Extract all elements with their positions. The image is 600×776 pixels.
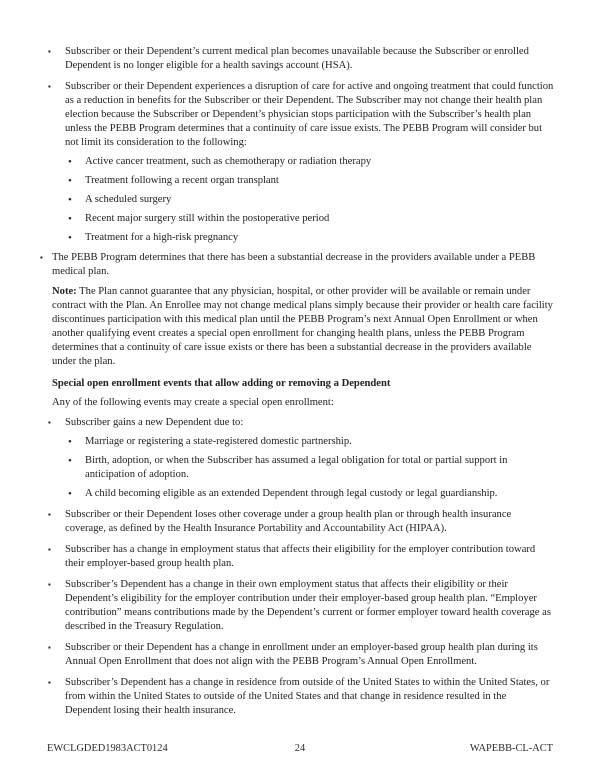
list-item-text: Active cancer treatment, such as chemotherapy or radiation therapy: [85, 156, 372, 167]
list-item-text: Marriage or registering a state-registered domestic partnership.: [85, 436, 352, 447]
bullet-dot-icon: •: [68, 175, 72, 187]
bullet-dot-icon: •: [68, 488, 72, 500]
list-item-provider-decrease: [40, 251, 554, 279]
bullet-square-icon: ▪: [48, 47, 51, 56]
list-item-text: Treatment for a high-risk pregnancy: [85, 232, 239, 243]
bullet-dot-icon: •: [68, 213, 72, 225]
page-footer: [47, 742, 553, 756]
bullet-list-special-open-enrollment: [48, 416, 554, 718]
list-item-text: Birth, adoption, or when the Subscriber has assumed a legal obligation for total or partial support in anticipation of adoption.: [85, 455, 508, 480]
list-item: [65, 174, 554, 188]
footer-document-code: EWCLGDED1983ACT0124: [47, 743, 168, 754]
list-item-text: Subscriber’s Dependent has a change in residence from outside of the United States to within the United States, or from within the United States to outside of the United States and that change in residence resulted in the Dependent losing their health insurance.: [65, 677, 550, 716]
list-item-text: A scheduled surgery: [85, 194, 172, 205]
list-item: [65, 487, 554, 501]
bullet-square-icon: ▪: [48, 678, 51, 687]
bullet-dot-icon: •: [68, 232, 72, 244]
list-item-text: Subscriber or their Dependent loses other coverage under a group health plan or through health insurance coverage, as defined by the Health Insurance Portability and Accountability Act (HIPAA).: [65, 509, 512, 534]
list-item-text: Subscriber or their Dependent experiences a disruption of care for active and ongoing treatment that could function as a reduction in benefits for the Subscriber or their Dependent. The Subscriber may not change their health plan election because the Subscriber or Dependent’s physician stops participation with the Subscriber’s health plan unless the PEBB Program determines that a continuity of care issue exists. The PEBB Program will consider but not limit its consideration to the following:: [65, 81, 554, 148]
note-label: Note:: [52, 286, 77, 297]
list-item: [65, 155, 554, 169]
sub-bullet-list-care-examples: [65, 155, 554, 245]
list-item: [48, 641, 554, 669]
bullet-list: [48, 416, 554, 718]
list-item-text: Treatment following a recent organ transplant: [85, 175, 279, 186]
note-text: The Plan cannot guarantee that any physician, hospital, or other provider will be available or remain under contract with the Plan. An Enrollee may not change medical plans simply because their provider or health care facility discontinues participation with this medical plan until the PEBB Program’s next Annual Open Enrollment or when another qualifying event creates a special open enrollment for changing health plans, unless the PEBB Program determines that a continuity of care issue exists or there has been a substantial decrease in the providers available under the plan.: [52, 286, 553, 367]
bullet-list-plan-changes: [48, 45, 554, 245]
list-item: [65, 231, 554, 245]
list-item: [48, 543, 554, 571]
bullet-dot-icon: •: [68, 436, 72, 448]
list-item-text: Subscriber’s Dependent has a change in their own employment status that affects their eligibility or their Dependent’s eligibility for the employer contribution under their employer-based group health plan. “Employer contribution” means contributions made by the Dependent’s current or former employer toward health coverage as described in the Treasury Regulation.: [65, 579, 551, 632]
list-item: [65, 193, 554, 207]
list-item-text: Recent major surgery still within the postoperative period: [85, 213, 330, 224]
list-item-text: A child becoming eligible as an extended Dependent through legal custody or legal guardianship.: [85, 488, 498, 499]
bullet-square-icon: ▪: [40, 253, 43, 262]
list-item-text: Subscriber has a change in employment status that affects their eligibility for the employer contribution toward their employer-based group health plan.: [65, 544, 536, 569]
list-item: [48, 578, 554, 634]
sub-bullet-list-new-dependent: [65, 435, 554, 501]
list-item: [48, 80, 554, 245]
list-item: [65, 212, 554, 226]
list-item-text: Subscriber or their Dependent’s current medical plan becomes unavailable because the Subscriber or enrolled Dependent is no longer eligible for a health savings account (HSA).: [65, 46, 529, 71]
list-item: [65, 454, 554, 482]
section-intro: Any of the following events may create a special open enrollment:: [52, 397, 334, 408]
page-body: [40, 45, 554, 718]
list-item-text: Subscriber or their Dependent has a change in enrollment under an employer-based group health plan during its Annual Open Enrollment that does not align with the PEBB Program’s Annual Open Enrollment.: [65, 642, 538, 667]
list-item: [48, 45, 554, 73]
bullet-square-icon: ▪: [48, 510, 51, 519]
list-item: [65, 435, 554, 449]
bullet-square-icon: ▪: [48, 580, 51, 589]
list-item-text: Subscriber gains a new Dependent due to:: [65, 417, 244, 428]
bullet-dot-icon: •: [68, 156, 72, 168]
footer-page-number: 24: [294, 743, 306, 754]
list-item: [48, 416, 554, 501]
list-item-text: The PEBB Program determines that there has been a substantial decrease in the providers available under a PEBB medical plan.: [52, 252, 536, 277]
bullet-square-icon: ▪: [48, 82, 51, 91]
section-heading: Special open enrollment events that allow adding or removing a Dependent: [52, 378, 391, 389]
list-item: [48, 508, 554, 536]
bullet-dot-icon: •: [68, 455, 72, 467]
footer-document-id: WAPEBB-CL-ACT: [469, 743, 553, 754]
bullet-square-icon: ▪: [48, 418, 51, 427]
bullet-square-icon: ▪: [48, 643, 51, 652]
bullet-dot-icon: •: [68, 194, 72, 206]
note-paragraph: [52, 285, 554, 369]
bullet-square-icon: ▪: [48, 545, 51, 554]
list-item: [48, 676, 554, 718]
